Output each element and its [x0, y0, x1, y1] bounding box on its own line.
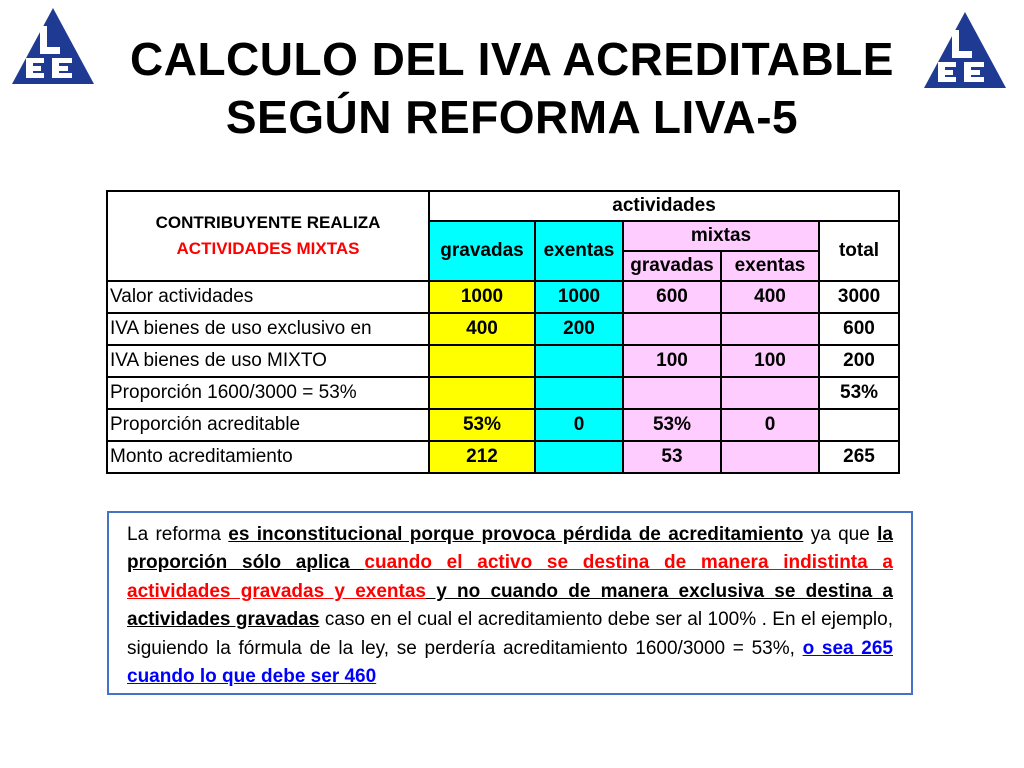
header-mixtas-exentas: exentas — [721, 251, 819, 281]
row-label: IVA bienes de uso exclusivo en — [107, 313, 429, 345]
cell-total: 53% — [819, 377, 899, 409]
cell-gravadas: 400 — [429, 313, 535, 345]
cell-mixtas-gravadas: 600 — [623, 281, 721, 313]
corner-line-2: ACTIVIDADES MIXTAS — [176, 239, 360, 258]
cell-gravadas — [429, 377, 535, 409]
page-title — [110, 30, 914, 146]
row-label: Monto acreditamiento — [107, 441, 429, 473]
cell-mixtas-gravadas — [623, 313, 721, 345]
cell-mixtas-exentas: 0 — [721, 409, 819, 441]
table-corner-header — [107, 191, 429, 281]
cell-exentas — [535, 345, 623, 377]
table-row — [107, 409, 899, 441]
note-text-1: La reforma — [127, 524, 229, 545]
title-line-1: CALCULO DEL IVA ACREDITABLE — [130, 33, 894, 85]
row-label: Proporción 1600/3000 = 53% — [107, 377, 429, 409]
cell-mixtas-gravadas: 53% — [623, 409, 721, 441]
header-gravadas: gravadas — [429, 221, 535, 281]
cell-total — [819, 409, 899, 441]
header-mixtas: mixtas — [623, 221, 819, 251]
cell-mixtas-exentas — [721, 313, 819, 345]
cell-total: 200 — [819, 345, 899, 377]
lee-logo-right — [922, 10, 1008, 90]
header-mixtas-gravadas: gravadas — [623, 251, 721, 281]
note-emphasis-result: o sea 265 cuando lo que debe ser 460 — [127, 637, 893, 688]
iva-table — [106, 190, 900, 474]
table-row — [107, 281, 899, 313]
cell-mixtas-exentas: 100 — [721, 345, 819, 377]
cell-mixtas-gravadas: 100 — [623, 345, 721, 377]
row-label: IVA bienes de uso MIXTO — [107, 345, 429, 377]
table-row — [107, 441, 899, 473]
cell-mixtas-exentas: 400 — [721, 281, 819, 313]
cell-mixtas-exentas — [721, 441, 819, 473]
note-emphasis-exclusive: y no cuando de manera exclusiva se destina a actividades gravadas — [127, 580, 893, 631]
cell-mixtas-gravadas: 53 — [623, 441, 721, 473]
cell-mixtas-exentas — [721, 377, 819, 409]
corner-line-1: CONTRIBUYENTE REALIZA — [155, 213, 381, 232]
cell-total: 600 — [819, 313, 899, 345]
cell-gravadas: 212 — [429, 441, 535, 473]
note-text-2: ya que — [803, 524, 878, 545]
cell-total: 3000 — [819, 281, 899, 313]
cell-exentas: 0 — [535, 409, 623, 441]
header-total: total — [819, 221, 899, 281]
note-emphasis-unconstitutional: es inconstitucional porque provoca pérdida de acreditamiento — [228, 524, 804, 545]
header-exentas: exentas — [535, 221, 623, 281]
cell-total: 265 — [819, 441, 899, 473]
table-row — [107, 313, 899, 345]
cell-exentas: 1000 — [535, 281, 623, 313]
cell-mixtas-gravadas — [623, 377, 721, 409]
cell-exentas — [535, 377, 623, 409]
explanation-box — [107, 511, 913, 695]
cell-gravadas — [429, 345, 535, 377]
row-label: Valor actividades — [107, 281, 429, 313]
note-emphasis-indistinct: cuando el activo se destina de manera indistinta a actividades gravadas y exentas — [127, 552, 893, 602]
title-line-2: SEGÚN REFORMA LIVA-5 — [225, 91, 799, 143]
header-row-1 — [107, 191, 899, 221]
lee-logo-left — [10, 6, 96, 86]
cell-exentas: 200 — [535, 313, 623, 345]
cell-exentas — [535, 441, 623, 473]
note-emphasis-proportion: la proporción sólo aplica — [127, 524, 893, 574]
note-text-3: caso en el cual el acreditamiento debe ser al 100% . En el ejemplo, siguiendo la fórmula de la ley, se perdería acreditamiento 1600/3000 = 53%, — [127, 609, 893, 659]
table-row — [107, 345, 899, 377]
cell-gravadas: 53% — [429, 409, 535, 441]
row-label: Proporción acreditable — [107, 409, 429, 441]
cell-gravadas: 1000 — [429, 281, 535, 313]
table-row — [107, 377, 899, 409]
header-actividades: actividades — [429, 191, 899, 221]
